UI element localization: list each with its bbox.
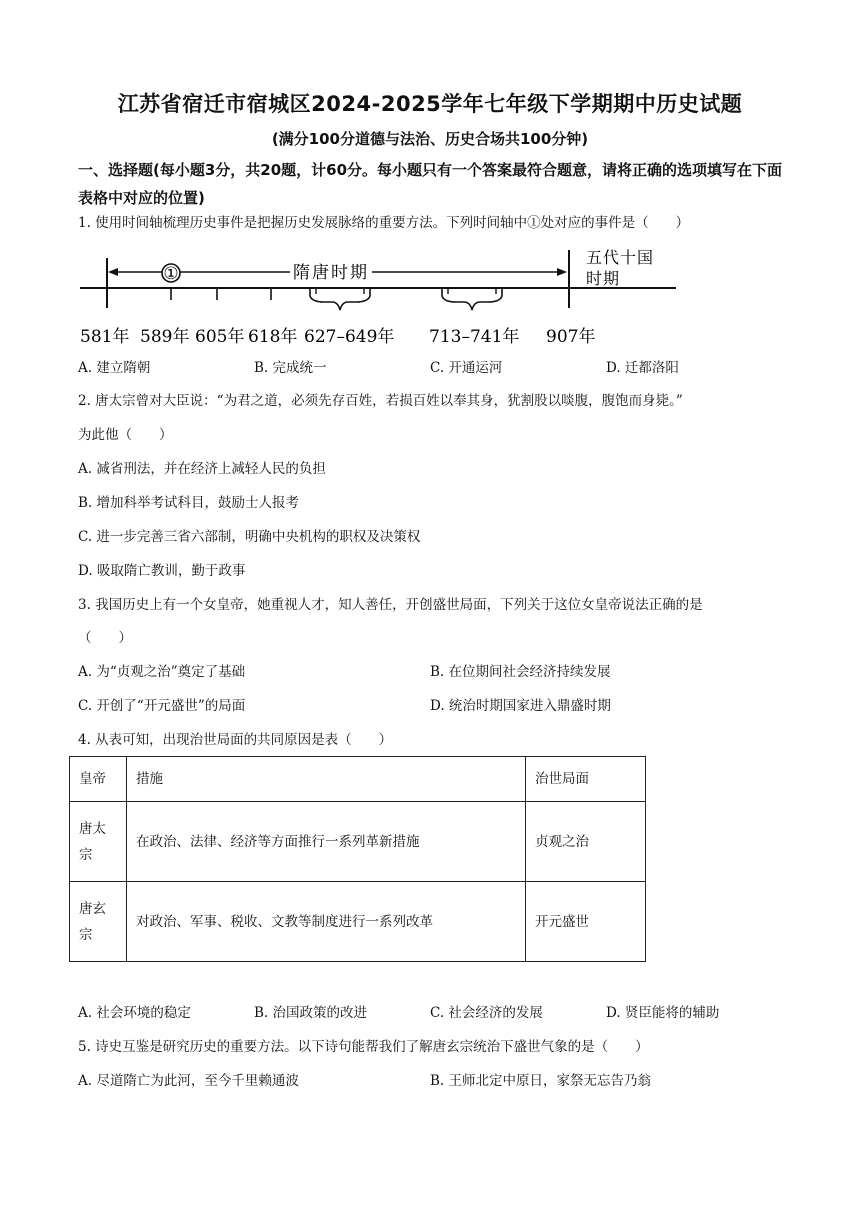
q2-option-b[interactable]: B. 增加科举考试科目，鼓励士人报考 — [78, 495, 300, 511]
table-cell-emperor — [70, 802, 127, 882]
year-label: 618年 — [248, 327, 298, 347]
bracket-627-649 — [310, 288, 370, 310]
q2-option-a[interactable]: A. 减省刑法，并在经济上减轻人民的负担 — [78, 461, 326, 477]
q4-option-c[interactable]: C. 社会经济的发展 — [430, 1005, 543, 1021]
emperor-name-line2: 宗 — [79, 846, 93, 863]
timeline-diagram — [78, 236, 678, 348]
question-2-stem-line2: 为此他（ ） — [78, 427, 173, 443]
table-cell-measure: 在政治、法律、经济等方面推行一系列革新措施 — [127, 802, 526, 882]
year-label: 589年 — [140, 327, 190, 347]
table-cell-measure: 对政治、军事、税收、文教等制度进行一系列改革 — [127, 882, 526, 962]
q4-option-b[interactable]: B. 治国政策的改进 — [254, 1005, 368, 1021]
end-label-line2: 时期 — [586, 269, 621, 288]
question-4-stem: 4. 从表可知，出现治世局面的共同原因是表（ ） — [78, 732, 393, 748]
table-header-cell: 治世局面 — [526, 757, 646, 802]
emperor-name-line2: 宗 — [79, 926, 93, 943]
q5-option-b[interactable]: B. 王师北定中原日，家祭无忘告乃翁 — [430, 1073, 652, 1089]
section-heading: 一、选择题(每小题3分，共20题，计60分。每小题只有一个答案最符合题意，请将正确的选项填写在下面表格中对应的位置) — [78, 161, 783, 207]
q4-option-a[interactable]: A. 社会环境的稳定 — [78, 1005, 191, 1021]
year-label: 627–649年 — [304, 327, 395, 347]
question-3-stem-line2: （ ） — [78, 630, 132, 646]
q1-option-b[interactable]: B. 完成统一 — [254, 360, 327, 376]
table-cell-result: 贞观之治 — [526, 802, 646, 882]
table-row — [70, 882, 646, 962]
q1-option-c[interactable]: C. 开通运河 — [430, 360, 503, 376]
question-1-stem: 1. 使用时间轴梳理历史事件是把握历史发展脉络的重要方法。下列时间轴中①处对应的事件是（ ） — [78, 215, 690, 231]
table-header-cell: 措施 — [127, 757, 526, 802]
table-header-row — [70, 757, 646, 802]
table-cell-result: 开元盛世 — [526, 882, 646, 962]
year-label: 907年 — [546, 327, 596, 347]
q2-option-c[interactable]: C. 进一步完善三省六部制，明确中央机构的职权及决策权 — [78, 529, 421, 545]
table-row — [70, 802, 646, 882]
year-label: 605年 — [195, 327, 245, 347]
comparison-table — [69, 756, 646, 962]
q3-option-b[interactable]: B. 在位期间社会经济持续发展 — [430, 664, 611, 680]
q1-option-a[interactable]: A. 建立隋朝 — [78, 360, 151, 376]
question-5-stem: 5. 诗史互鉴是研究历史的重要方法。以下诗句能帮我们了解唐玄宗统治下盛世气象的是（ ） — [78, 1039, 649, 1055]
bracket-713-741 — [442, 288, 502, 310]
question-3-stem-line1: 3. 我国历史上有一个女皇帝，她重视人才，知人善任，开创盛世局面，下列关于这位女皇帝说法正确的是 — [78, 597, 703, 613]
q1-option-d[interactable]: D. 迁都洛阳 — [606, 360, 679, 376]
q3-option-a[interactable]: A. 为“贞观之治”奠定了基础 — [78, 664, 246, 680]
emperor-name-line1: 唐玄 — [79, 900, 106, 917]
q3-option-d[interactable]: D. 统治时期国家进入鼎盛时期 — [430, 698, 611, 714]
period-arrow-right — [557, 268, 567, 276]
page-subtitle: (满分100分道德与法治、历史合场共100分钟) — [271, 130, 589, 148]
q4-option-d[interactable]: D. 贤臣能将的辅助 — [606, 1005, 720, 1021]
q5-option-a[interactable]: A. 尽道隋亡为此河，至今千里赖通波 — [78, 1073, 299, 1089]
emperor-name-line1: 唐太 — [79, 820, 106, 837]
q3-option-c[interactable]: C. 开创了“开元盛世”的局面 — [78, 698, 246, 714]
q2-option-d[interactable]: D. 吸取隋亡教训，勤于政事 — [78, 563, 246, 579]
table-cell-emperor — [70, 882, 127, 962]
period-arrow-left — [108, 268, 118, 276]
table-header-cell: 皇帝 — [70, 757, 127, 802]
end-label-line1: 五代十国 — [586, 248, 655, 267]
year-label: 581年 — [80, 327, 130, 347]
question-2-stem-line1: 2. 唐太宗曾对大臣说：“为君之道，必须先存百姓，若损百姓以奉其身，犹割股以啖腹，腹饱而身毙。” — [78, 393, 683, 409]
page-title: 江苏省宿迁市宿城区2024-2025学年七年级下学期期中历史试题 — [117, 92, 743, 116]
period-label: 隋唐时期 — [293, 263, 369, 283]
marker-label: ① — [163, 264, 179, 284]
year-label: 713–741年 — [429, 327, 520, 347]
